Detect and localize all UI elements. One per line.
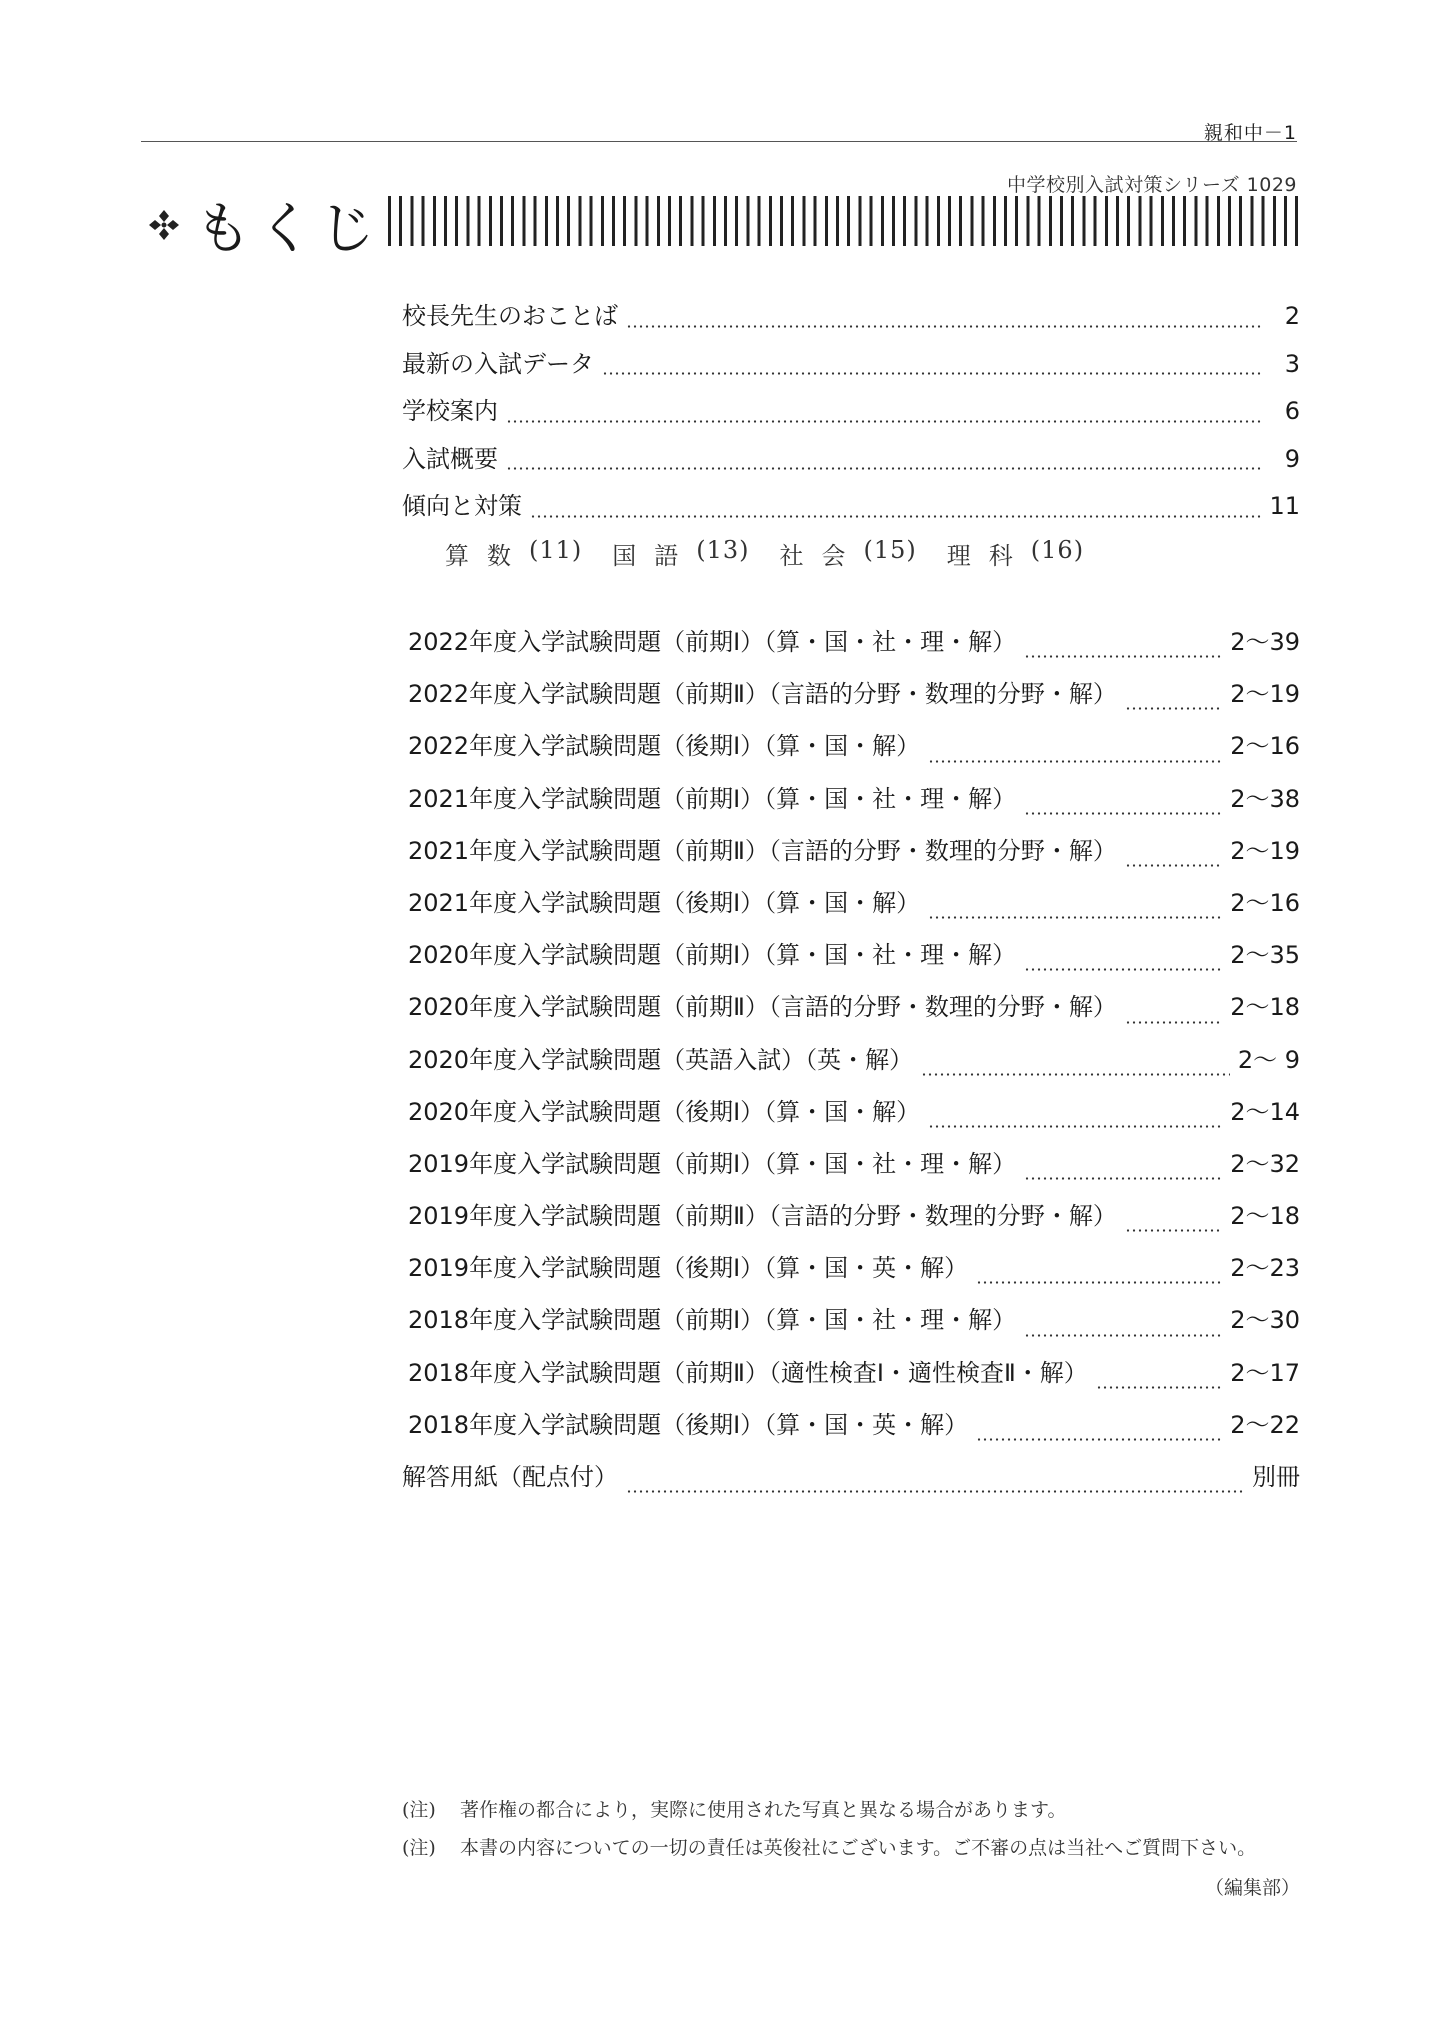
exam-entry [402,1353,1300,1405]
exam-entry [402,1300,1300,1352]
dot-leader [602,372,1262,375]
dot-leader [1096,1386,1222,1389]
exam-label: 2021年度入学試験問題（前期Ⅱ）（言語的分野・数理的分野・解） [408,836,1117,865]
dot-leader [1024,1334,1222,1337]
note-mark: (注) [402,1837,436,1859]
subject-page: (11) [529,536,583,564]
subject-page: (16) [1030,536,1085,564]
dot-leader [976,1438,1222,1441]
toc-label: 校長先生のおことば [402,302,618,330]
exam-pages: 2〜30 [1230,1306,1300,1335]
dot-leader [506,467,1262,470]
top-rule [141,141,1297,142]
series-label: 中学校別入試対策シリーズ 1029 [1007,174,1297,196]
toc-entry [402,391,1300,439]
exam-pages: 2〜14 [1230,1097,1300,1126]
toc-page: 11 [1269,492,1300,520]
footnote [402,1795,1300,1833]
dot-leader [626,1490,1244,1493]
exam-pages: 2〜23 [1230,1254,1300,1283]
subject-page: (15) [863,536,917,564]
toc-entry [402,296,1300,344]
dot-leader [506,420,1262,423]
exam-label: 2019年度入学試験問題（後期Ⅰ）（算・国・英・解） [408,1254,969,1283]
exam-entry [402,1092,1300,1144]
dot-leader [1024,812,1222,815]
dot-leader [928,1125,1222,1128]
toc-entry [402,344,1300,392]
exam-pages: 2〜19 [1230,836,1300,865]
exam-pages: 2〜16 [1230,888,1300,917]
subject-name: 算数 [445,542,529,570]
dot-leader [1125,707,1222,710]
exam-entry [402,883,1300,935]
exam-label: 2020年度入学試験問題（前期Ⅰ）（算・国・社・理・解） [408,941,1017,970]
note-mark: (注) [402,1799,436,1821]
subject-name: 社会 [779,542,864,570]
subject-name: 理科 [946,542,1031,570]
exam-list [402,622,1300,1509]
note-text: 本書の内容についての一切の責任は英俊社にございます。ご不審の点は当社へご質問下さい。 [460,1837,1257,1859]
toc-page: 3 [1284,349,1300,378]
exam-entry [402,779,1300,831]
exam-pages: 2〜32 [1230,1149,1300,1178]
dot-leader [1024,1177,1222,1180]
dot-leader [928,760,1222,763]
toc-entry [402,439,1300,487]
exam-label: 2018年度入学試験問題（前期Ⅰ）（算・国・社・理・解） [408,1306,1017,1335]
exam-entry [402,831,1300,883]
editor-credit: （編集部） [1204,1877,1300,1899]
page-id: 親和中－1 [1203,122,1297,144]
exam-pages: 2〜19 [1230,680,1300,709]
decorative-bars [388,196,1300,246]
exam-entry [402,622,1300,674]
answer-sheet-page: 別冊 [1252,1463,1300,1491]
subject-name: 国語 [612,542,697,570]
toc-sections [402,296,1300,534]
exam-pages: 2〜16 [1230,732,1300,761]
answer-sheet-entry [402,1457,1300,1509]
exam-label: 2022年度入学試験問題（前期Ⅱ）（言語的分野・数理的分野・解） [408,680,1117,709]
note-text: 著作権の都合により，実際に使用された写真と異なる場合があります。 [460,1799,1067,1821]
dot-leader [928,916,1222,919]
toc-page: 2 [1284,302,1300,330]
footnote [402,1833,1300,1871]
exam-entry [402,674,1300,726]
exam-entry [402,1144,1300,1196]
exam-label: 2019年度入学試験問題（前期Ⅱ）（言語的分野・数理的分野・解） [408,1202,1117,1231]
diamond-cluster-icon [141,202,187,248]
exam-pages: 2〜22 [1230,1410,1300,1439]
exam-label: 2022年度入学試験問題（後期Ⅰ）（算・国・解） [408,732,921,761]
toc-label: 学校案内 [402,397,498,425]
dot-leader [1125,1021,1222,1024]
exam-pages: 2〜17 [1230,1358,1300,1387]
exam-label: 2020年度入学試験問題（後期Ⅰ）（算・国・解） [408,1097,921,1126]
toc-page: 6 [1284,397,1300,425]
dot-leader [1125,1229,1222,1232]
answer-sheet-label: 解答用紙（配点付） [402,1463,618,1491]
toc-page: 9 [1284,444,1300,473]
toc-heading [141,192,381,262]
exam-label: 2020年度入学試験問題（前期Ⅱ）（言語的分野・数理的分野・解） [408,993,1117,1022]
exam-pages: 2〜39 [1230,628,1300,656]
subject-list [445,536,1114,571]
footnotes [402,1795,1300,1900]
exam-pages: 2〜38 [1230,784,1300,813]
toc-label: 入試概要 [402,444,498,473]
subject-page: (13) [696,536,750,564]
dot-leader [976,1281,1222,1284]
exam-entry [402,935,1300,987]
exam-entry [402,1040,1300,1092]
exam-label: 2022年度入学試験問題（前期Ⅰ）（算・国・社・理・解） [408,628,1017,656]
exam-label: 2018年度入学試験問題（前期Ⅱ）（適性検査Ⅰ・適性検査Ⅱ・解） [408,1358,1088,1387]
dot-leader [1024,968,1222,971]
exam-entry [402,1248,1300,1300]
toc-entry [402,486,1300,534]
toc-label: 傾向と対策 [402,492,522,520]
exam-entry [402,1196,1300,1248]
exam-entry [402,1405,1300,1457]
dot-leader [1024,655,1222,658]
page-title: もくじ [195,197,381,262]
exam-label: 2021年度入学試験問題（後期Ⅰ）（算・国・解） [408,888,921,917]
exam-entry [402,987,1300,1039]
dot-leader [921,1073,1230,1076]
exam-pages: 2〜18 [1230,993,1300,1022]
exam-pages: 2〜35 [1230,941,1300,970]
exam-label: 2018年度入学試験問題（後期Ⅰ）（算・国・英・解） [408,1410,969,1439]
dot-leader [1125,864,1222,867]
exam-pages: 2〜 9 [1237,1045,1300,1074]
exam-pages: 2〜18 [1230,1202,1300,1231]
dot-leader [530,515,1261,518]
dot-leader [626,325,1262,328]
toc-label: 最新の入試データ [402,349,594,378]
exam-entry [402,726,1300,778]
exam-label: 2021年度入学試験問題（前期Ⅰ）（算・国・社・理・解） [408,784,1017,813]
exam-label: 2020年度入学試験問題（英語入試）（英・解） [408,1045,914,1074]
exam-label: 2019年度入学試験問題（前期Ⅰ）（算・国・社・理・解） [408,1149,1017,1178]
